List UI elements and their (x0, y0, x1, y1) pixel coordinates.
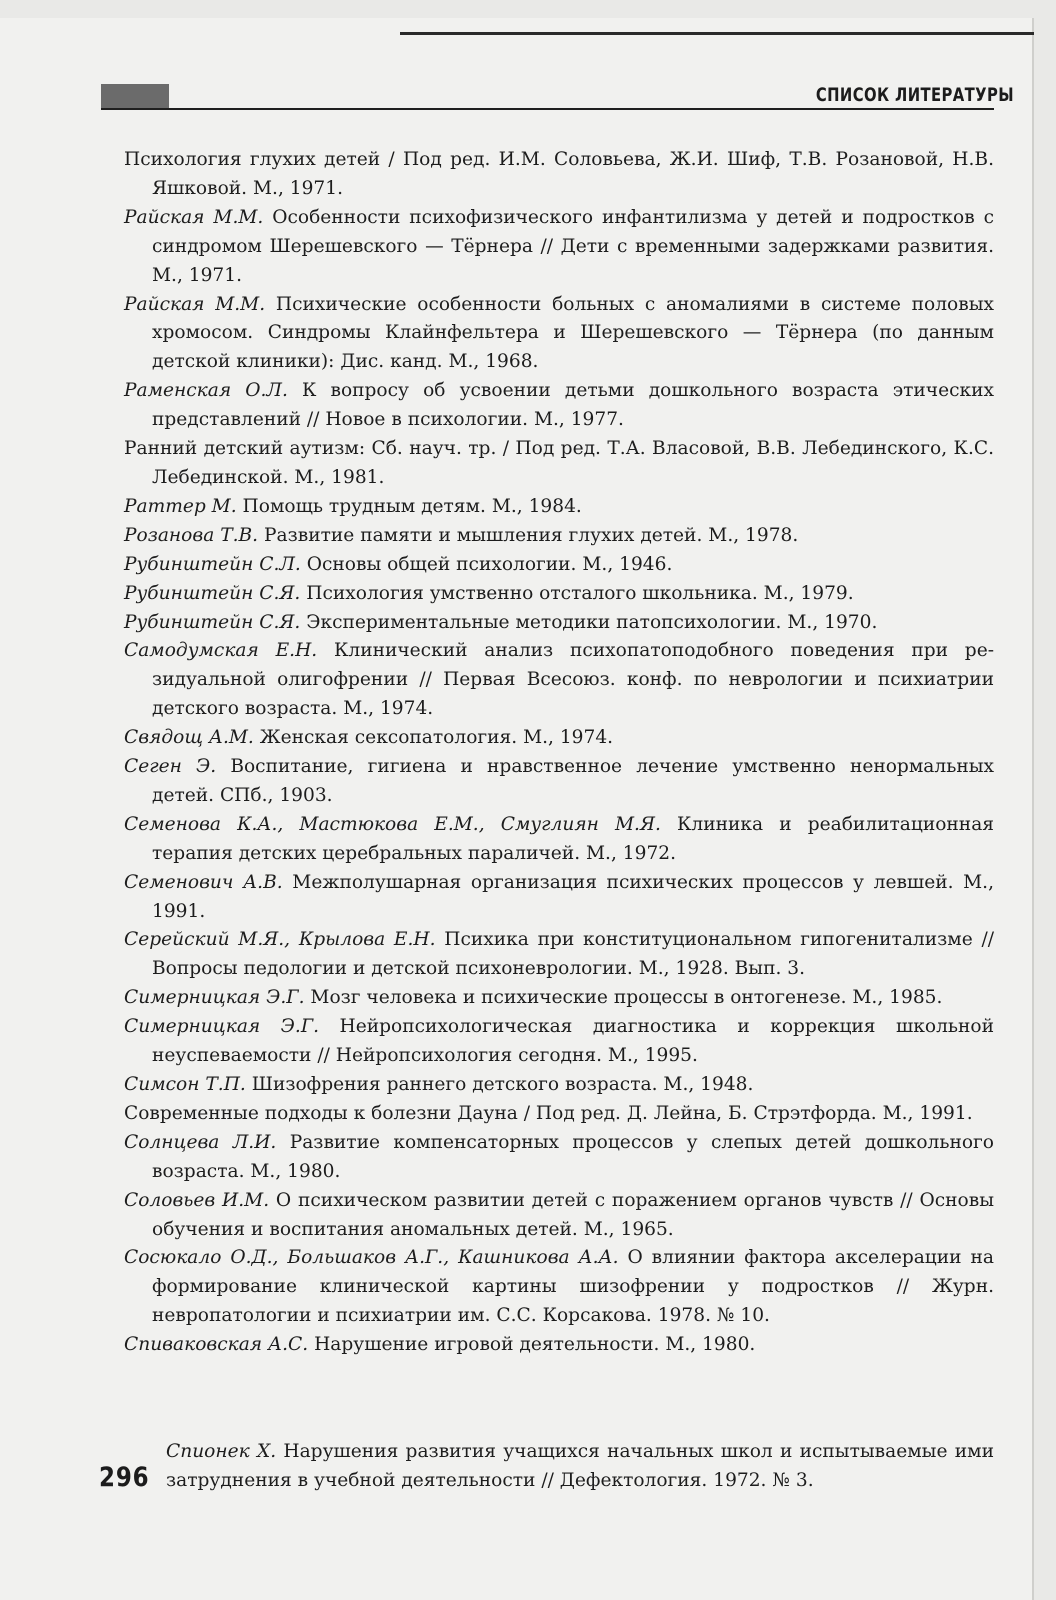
entry-text: О психическом развитии детей с поражением органов чувств // Основы обучения и воспитания аномальных детей. М., 1965. (152, 1189, 994, 1240)
entry-author: Свядощ А.М. (124, 727, 254, 749)
entry-text: Ранний детский аутизм: Сб. науч. тр. / Под ред. Т.А. Власовой, В.В. Лебединского, К.С. Лебединской. М., 1981. (124, 438, 994, 488)
bibliography-entry (124, 1129, 994, 1187)
entry-text: Развитие памяти и мышления глухих детей. М., 1978. (258, 524, 799, 546)
entry-text: Психология глухих детей / Под ред. И.М. Соловьева, Ж.И. Шиф, Т.В. Розановой, Н.В. Яшковой. М., 1971. (124, 149, 994, 199)
bibliography-entry (124, 724, 994, 753)
bibliography-entry (124, 580, 994, 609)
bibliography-entry (124, 609, 994, 638)
header-rule (101, 108, 994, 110)
bibliography-entry (124, 926, 994, 984)
entry-text: Нарушение игровой деятельности. М., 1980. (308, 1334, 756, 1356)
entry-text: Шизофрения раннего детского возраста. М., 1948. (245, 1074, 754, 1095)
entry-text: Нейропсихологическая диагностика и коррекция школьной неуспеваемости // Нейропсихология сегодня. М., 1995. (152, 1016, 994, 1067)
bibliography-entry (124, 1100, 994, 1129)
entry-author: Соловьев И.М. (124, 1189, 270, 1211)
entry-text: Развитие компенсаторных процессов у слепых детей дошкольного возраста. М., 1980. (152, 1131, 994, 1182)
entry-author: Розанова Т.В. (124, 524, 259, 546)
entry-text: Воспитание, гигиена и нравственное лечение умственно ненормальных детей. СПб., 1903. (152, 756, 994, 806)
entry-author: Райская М.М. (124, 206, 264, 228)
bibliography-entry (166, 1438, 994, 1496)
bibliography-entry (124, 1187, 994, 1245)
bibliography-last-entry-block (166, 1438, 994, 1496)
entry-text: Психика при конституциональном гипогенитализме // Вопросы педологии и детской психоневрологии. М., 1928. Вып. 3. (152, 929, 994, 980)
entry-author: Семенова К.А., Мастюкова Е.М., Смуглиян М.Я. (124, 813, 661, 835)
entry-author: Сеген Э. (124, 756, 217, 778)
entry-text: Нарушения развития учащихся начальных школ и испытываемые ими затруднения в учебной деятельности // Дефектология. 1972. № 3. (166, 1441, 994, 1491)
entry-text: Клиника и реабилитационная терапия детских церебральных параличей. М., 1972. (152, 813, 995, 864)
running-header-title: СПИСОК ЛИТЕРАТУРЫ (815, 84, 1014, 106)
page-top-edge (400, 32, 1034, 35)
bibliography-entry (124, 493, 994, 522)
entry-text: Женская сексопатология. М., 1974. (253, 727, 614, 749)
entry-text: Межполушарная организация психических процессов у левшей. М., 1991. (152, 871, 995, 922)
entry-text: К вопросу об усвоении детьми дошкольного возраста этических представлений // Новое в психологии. М., 1977. (152, 380, 994, 431)
bibliography-entry (124, 435, 994, 493)
bibliography-entry (124, 291, 994, 378)
header-decorative-block (101, 84, 169, 110)
entry-text: Помощь трудным детям. М., 1984. (236, 495, 582, 517)
entry-author: Солнцева Л.И. (124, 1131, 277, 1153)
entry-author: Рубинштейн С.Л. (124, 553, 301, 575)
entry-author: Симерницкая Э.Г. (124, 1016, 320, 1038)
bibliography-entry (124, 204, 994, 291)
entry-text: Психические особенности больных с аномалиями в системе половых хромосом. Синдромы Клайнфельтера и Шерешевского — Тёрнера (по данным детской клиники): Дис. канд. М., 1968. (152, 293, 995, 373)
entry-author: Раттер М. (124, 495, 237, 517)
entry-author: Раменская О.Л. (124, 380, 288, 402)
bibliography-entry (124, 1071, 994, 1100)
bibliography-entry (124, 984, 994, 1013)
bibliography-entry (124, 377, 994, 435)
bibliography-entry (124, 637, 994, 724)
bibliography-entry (124, 146, 994, 204)
entry-text: Особенности психофизического инфантилизма у детей и подростков с синдромом Шерешевского — Тёрнера // Дети с временными задержками развития. М., 1971. (152, 206, 994, 286)
bibliography-entry (124, 869, 994, 927)
bibliography-entry (124, 1013, 994, 1071)
entry-text: Экспериментальные методики патопсихологии. М., 1970. (300, 611, 878, 633)
entry-author: Райская М.М. (124, 293, 266, 315)
entry-author: Серейский М.Я., Крылова Е.Н. (124, 929, 436, 951)
bibliography-entry (124, 522, 994, 551)
entry-text: Современные подходы к болезни Дауна / Под ред. Д. Лейна, Б. Стрэтфорда. М., 1991. (124, 1102, 973, 1124)
entry-author: Симсон Т.П. (124, 1074, 246, 1095)
entry-author: Рубинштейн С.Я. (124, 611, 301, 633)
entry-author: Сосюкало О.Д., Большаков А.Г., Кашникова А.А. (124, 1247, 619, 1269)
page-number: 296 (99, 1462, 150, 1493)
entry-text: Мозг человека и психические процессы в онтогенезе. М., 1985. (304, 987, 943, 1009)
bibliography-entry (124, 1331, 994, 1360)
bibliography-entry (124, 1244, 994, 1331)
entry-text: О влиянии фактора акселерации на формирование клинической картины шизофрении у подростков // Журн. невропатологии и психиатрии им. С.С. Корсакова. 1978. № 10. (152, 1247, 994, 1327)
entry-text: Клинический анализ психопатоподобного поведения при резидуальной олигофрении // Первая Всесоюз. конф. по неврологии и психиатрии детского возраста. М., 1974. (152, 640, 995, 720)
bibliography-list (124, 146, 994, 1360)
bibliography-entry (124, 551, 994, 580)
entry-author: Самодумская Е.Н. (124, 640, 318, 662)
entry-author: Спиваковская А.С. (124, 1334, 309, 1356)
entry-author: Рубинштейн С.Я. (124, 582, 301, 604)
bibliography-entry (124, 753, 994, 811)
entry-author: Симерницкая Э.Г. (124, 987, 305, 1009)
bibliography-entry (124, 811, 994, 869)
entry-author: Семенович А.В. (124, 871, 283, 893)
entry-text: Основы общей психологии. М., 1946. (300, 553, 673, 575)
entry-author: Спионек Х. (166, 1441, 277, 1462)
entry-text: Психология умственно отсталого школьника. М., 1979. (300, 582, 854, 604)
